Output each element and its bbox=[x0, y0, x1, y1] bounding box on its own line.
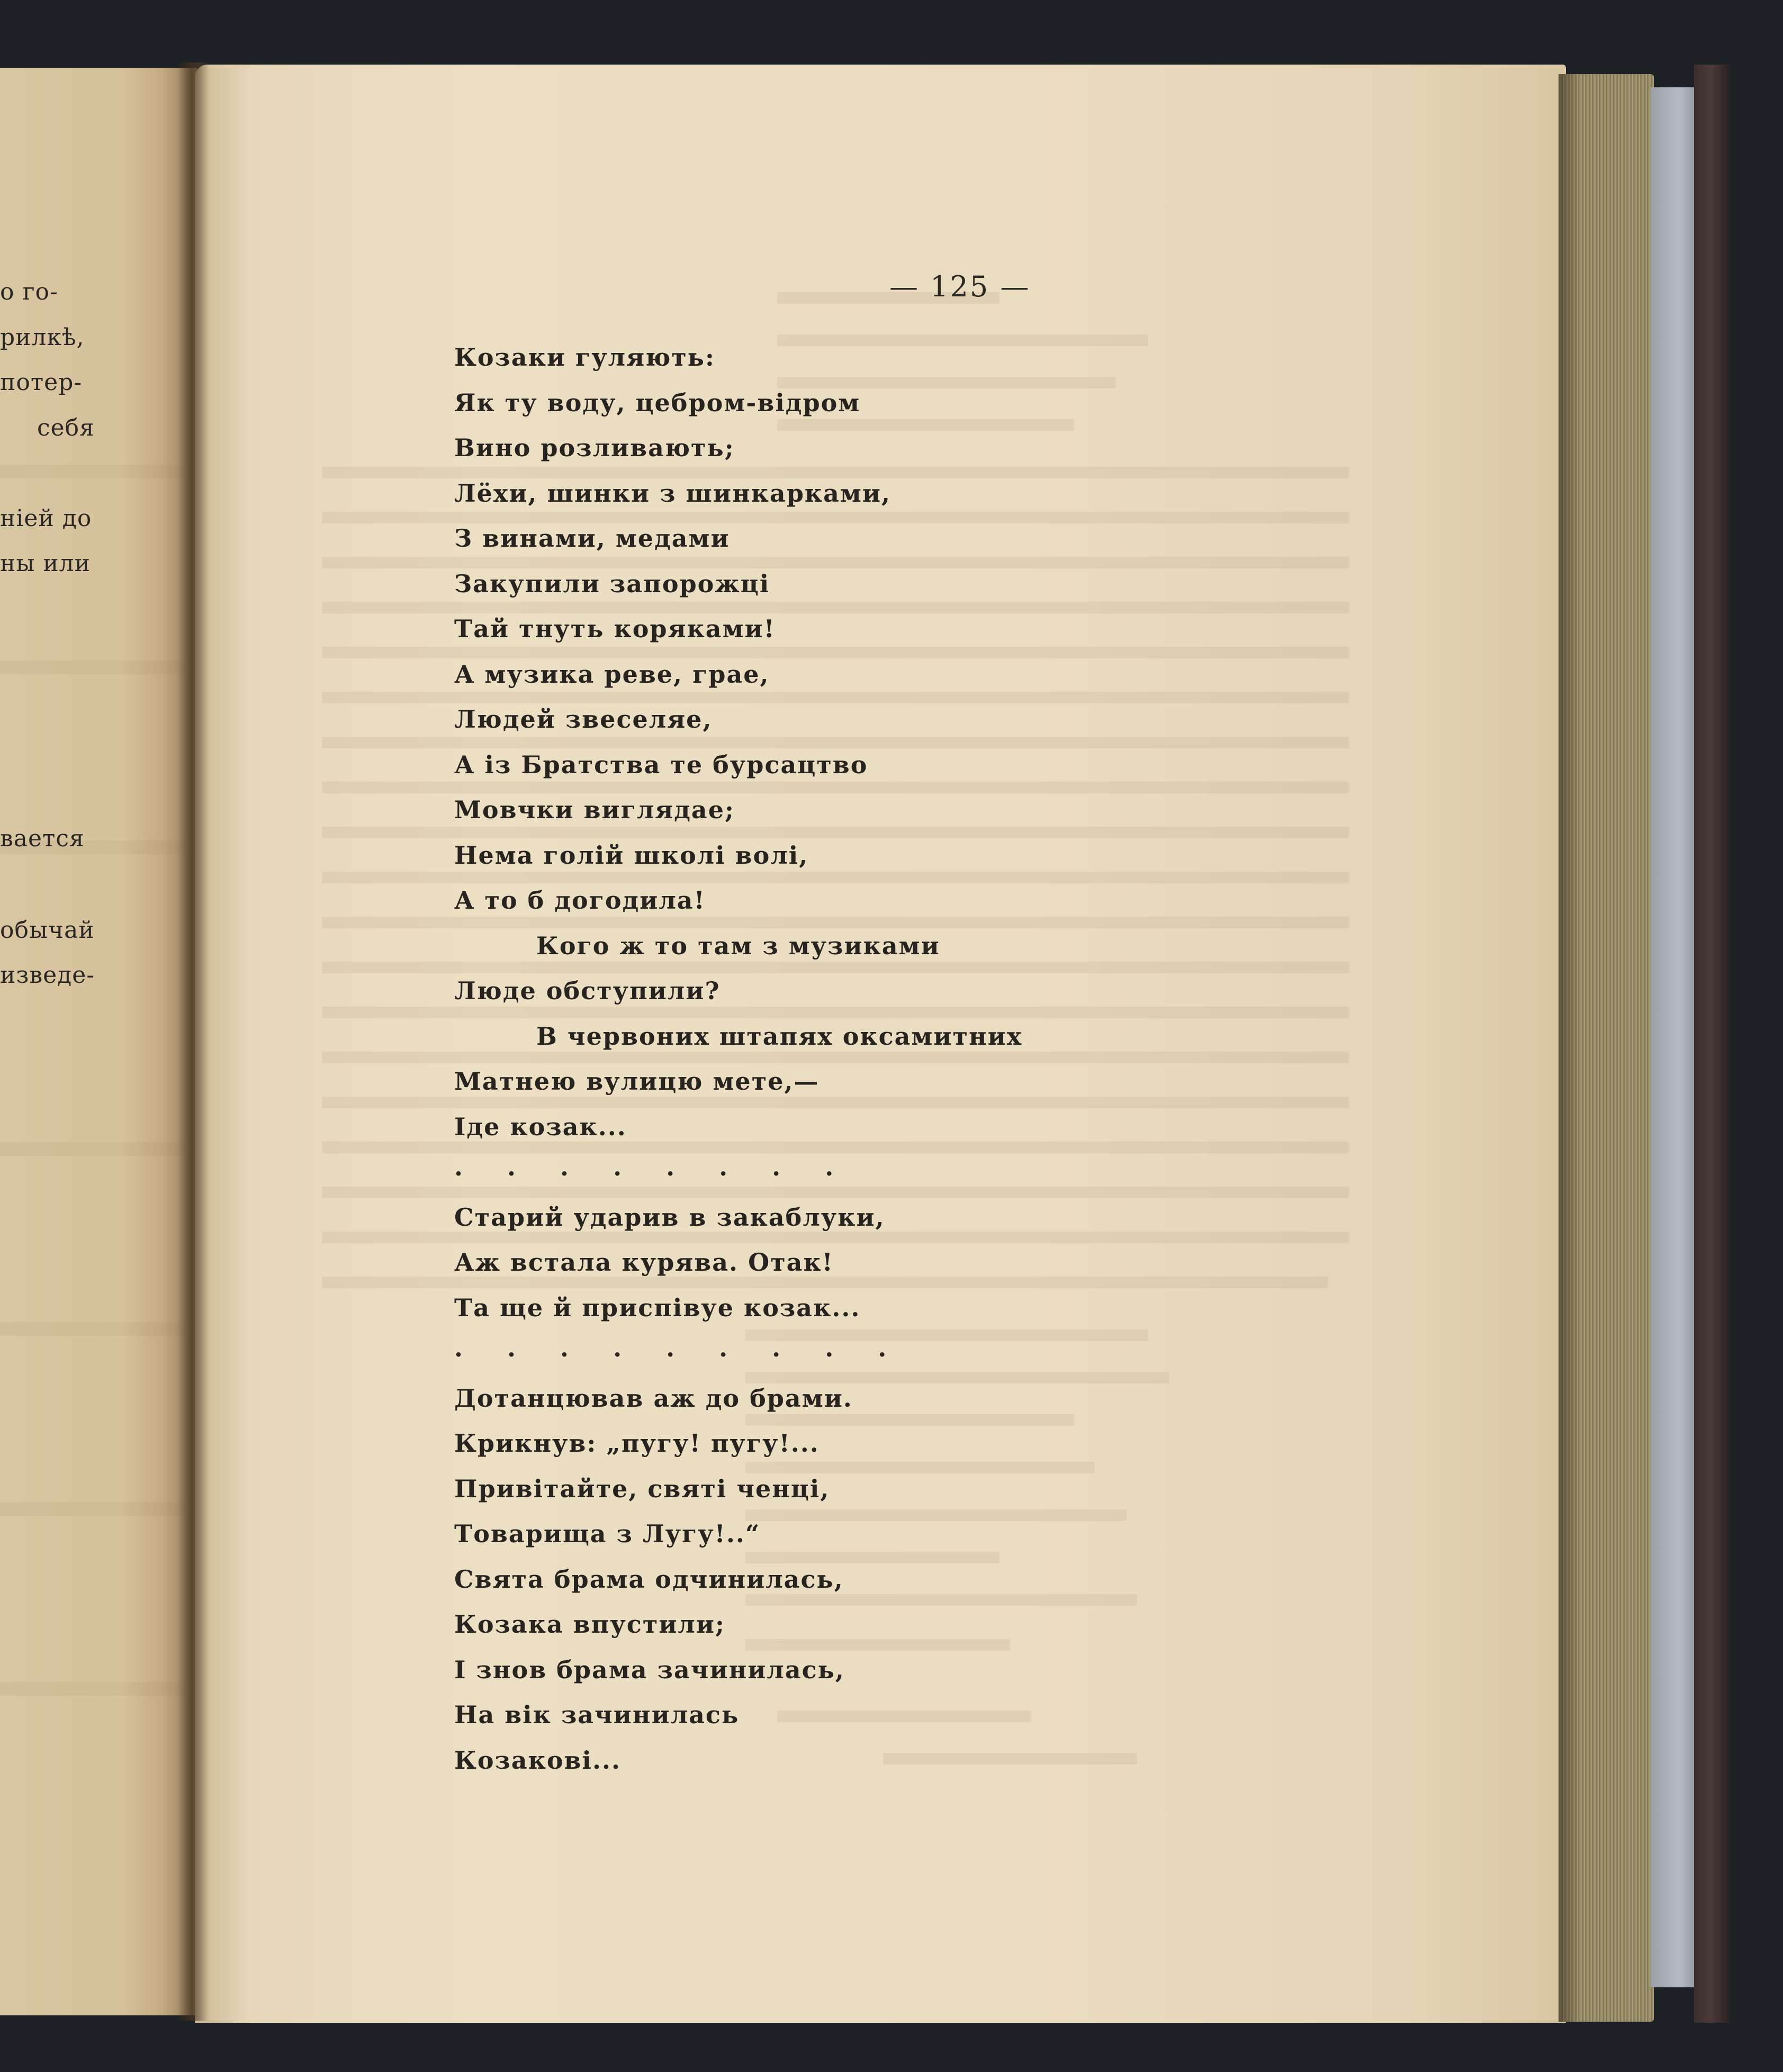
poem-line: Мовчки виглядае; bbox=[454, 795, 735, 824]
poem-line: Як ту воду, цебром-відром bbox=[454, 388, 861, 417]
bleed-through bbox=[322, 1277, 1328, 1288]
poem-line: Привітайте, святі ченці, bbox=[454, 1474, 830, 1503]
bleed-through bbox=[0, 1142, 197, 1156]
poem-line: Козака впустили; bbox=[454, 1610, 725, 1639]
bleed-through bbox=[745, 1639, 1010, 1651]
bleed-through bbox=[745, 1414, 1074, 1426]
bleed-through bbox=[322, 1232, 1349, 1243]
poem-line: Старий ударив в закаблуки, bbox=[454, 1203, 885, 1232]
bleed-through bbox=[322, 827, 1349, 838]
left-text-fragment: обычай bbox=[0, 917, 95, 944]
bleed-through bbox=[883, 1753, 1137, 1765]
poem-line: Лёхи, шинки з шинкарками, bbox=[454, 479, 891, 508]
poem-line: Дотанцював аж до брами. bbox=[454, 1384, 853, 1413]
bleed-through bbox=[322, 557, 1349, 568]
bleed-through bbox=[0, 1682, 197, 1696]
bleed-through bbox=[322, 647, 1349, 658]
page-edges-shadow bbox=[1559, 74, 1580, 2022]
ellipsis-row: . . . . . . . . . bbox=[454, 1334, 905, 1362]
poem-line: Козакові... bbox=[454, 1746, 622, 1775]
poem-line: Та ще й приспівуе козак... bbox=[454, 1293, 861, 1322]
bleed-through bbox=[745, 1594, 1137, 1606]
bleed-through bbox=[322, 512, 1349, 523]
bleed-through bbox=[322, 962, 1349, 973]
bleed-through bbox=[322, 467, 1349, 478]
bleed-through bbox=[0, 1502, 197, 1516]
ellipsis-row: . . . . . . . . bbox=[454, 1153, 852, 1181]
bleed-through bbox=[322, 872, 1349, 883]
bleed-through bbox=[322, 1187, 1349, 1198]
bleed-through bbox=[322, 1142, 1349, 1153]
bleed-through bbox=[322, 782, 1349, 793]
bleed-through bbox=[745, 1462, 1095, 1473]
bleed-through bbox=[745, 1552, 999, 1563]
poem-line: На вік зачинилась bbox=[454, 1700, 740, 1729]
poem-line: А із Братства те бурсацтво bbox=[454, 750, 868, 779]
bleed-through bbox=[745, 1509, 1127, 1521]
bleed-through bbox=[777, 1711, 1031, 1722]
poem-line: Козаки гуляють: bbox=[454, 343, 715, 372]
right-page bbox=[195, 65, 1566, 2023]
poem-line: Іде козак... bbox=[454, 1112, 627, 1141]
bleed-through bbox=[777, 377, 1116, 388]
poem-line: Вино розливають; bbox=[454, 433, 735, 462]
bleed-through bbox=[322, 602, 1349, 613]
left-text-fragment: вается bbox=[0, 825, 85, 852]
bleed-through bbox=[0, 1322, 197, 1336]
poem-line: Крикнув: „пугу! пугу!... bbox=[454, 1429, 820, 1458]
bleed-through bbox=[0, 465, 197, 478]
bleed-through bbox=[745, 1372, 1169, 1383]
book-cover-edge bbox=[1694, 65, 1729, 2023]
poem-line: А музика реве, грае, bbox=[454, 660, 770, 689]
poem-line: Нема голій школі волі, bbox=[454, 841, 809, 870]
bleed-through bbox=[322, 917, 1349, 928]
poem-line: Люде обступили? bbox=[454, 976, 721, 1005]
bleed-through bbox=[322, 1052, 1349, 1063]
left-text-fragment: изведе- bbox=[0, 962, 95, 989]
left-text-fragment: себя bbox=[37, 414, 95, 441]
left-text-fragment: о го- bbox=[0, 278, 58, 305]
poem-line: А то б догодила! bbox=[454, 886, 706, 915]
poem-line: Закупили запорожці bbox=[454, 569, 770, 598]
bleed-through bbox=[322, 1097, 1349, 1108]
book-board bbox=[1651, 87, 1698, 1987]
poem-line: Людей звеселяе, bbox=[454, 705, 713, 734]
left-text-fragment: потер- bbox=[0, 369, 83, 396]
bleed-through bbox=[0, 660, 197, 674]
poem-line: Свята брама одчинилась, bbox=[454, 1565, 844, 1594]
bleed-through bbox=[322, 737, 1349, 748]
left-text-fragment: ны или bbox=[0, 550, 91, 577]
poem-line-indented: В червоних штапях оксамитних bbox=[536, 1022, 1023, 1051]
poem-line: Матнею вулицю мете,— bbox=[454, 1067, 820, 1096]
book-gutter bbox=[177, 62, 209, 2021]
left-page bbox=[0, 68, 197, 2015]
poem-line: З винами, медами bbox=[454, 524, 730, 553]
bleed-through bbox=[322, 1007, 1349, 1018]
left-text-fragment: ніей до bbox=[0, 505, 92, 532]
poem-line: І знов брама зачинилась, bbox=[454, 1655, 845, 1684]
bleed-through bbox=[777, 334, 1148, 346]
poem-line-indented: Кого ж то там з музиками bbox=[536, 931, 940, 960]
poem-line: Тай тнуть коряками! bbox=[454, 614, 776, 643]
bleed-through bbox=[322, 692, 1349, 703]
page-number: — 125 — bbox=[889, 270, 1031, 303]
poem-line: Товарища з Лугу!..“ bbox=[454, 1519, 761, 1548]
left-text-fragment: рилкѣ, bbox=[0, 324, 85, 351]
bleed-through bbox=[777, 419, 1074, 431]
poem-line: Аж встала курява. Отак! bbox=[454, 1248, 834, 1277]
